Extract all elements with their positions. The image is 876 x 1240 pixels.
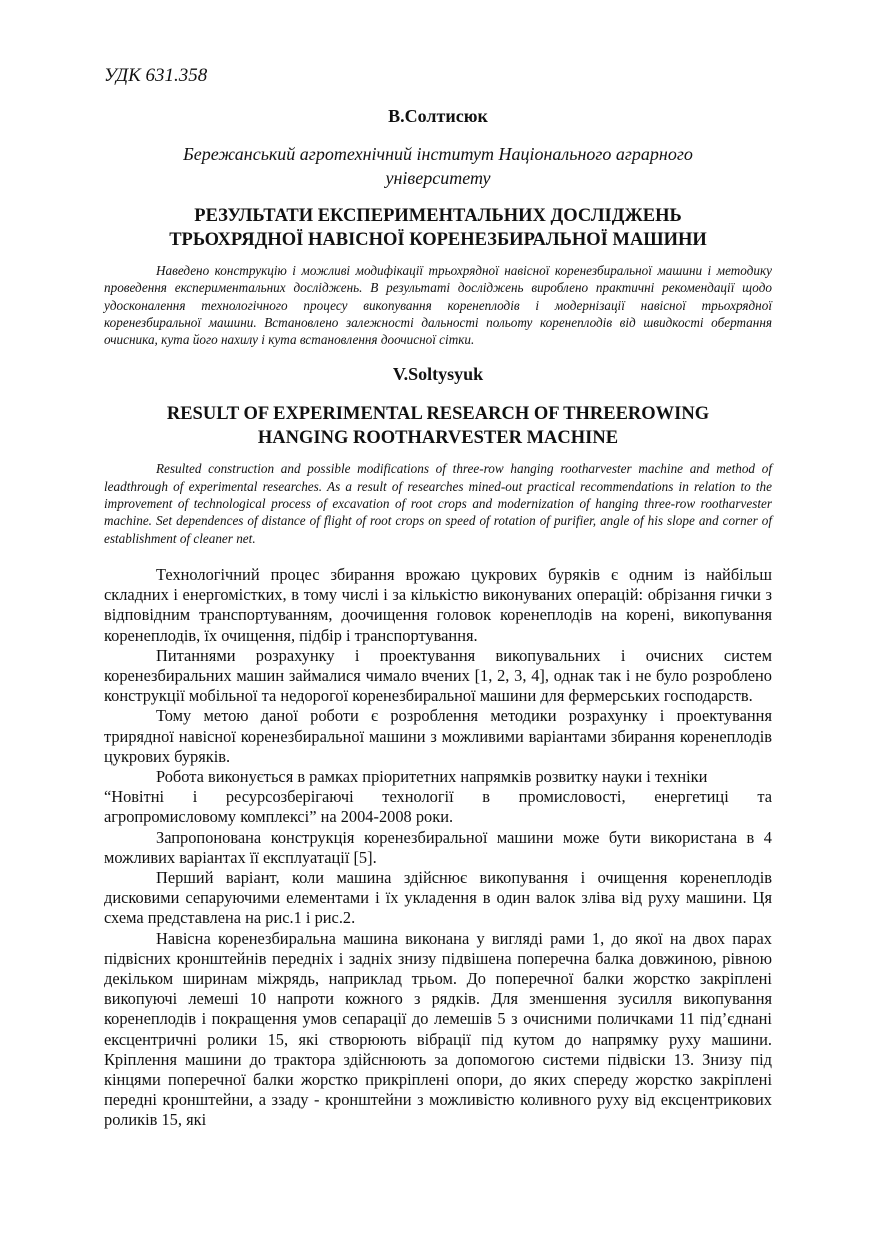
abstract-en-text: Resulted construction and possible modifications of three-row hanging rootharvester machine and method of leadthrough of experimental researches. As a result of researches mined-out practical recommendations in relation to the improvement of technological process of excavation of root crops and modernization of hanging three-row rootharvester machine. Set dependences of distance of flight of root crops on speed of rotation of purifier, angle of his slope and corner of establishment of cleaner net. [104, 461, 772, 546]
affiliation-ua: Бережанський агротехнічний інститут Національного аграрного університету [183, 144, 693, 188]
title-en [104, 402, 772, 450]
body-paragraph-4a: Робота виконується в рамках пріоритетних напрямків розвитку науки і техніки [156, 767, 708, 786]
body-paragraph-6: Перший варіант, коли машина здійснює викопування і очищення коренеплодів дисковими сепаруючими елементами і їх укладення в один валок зліва від руху машини. Ця схема представлена на рис.1 і рис.2. [104, 868, 772, 928]
udk-code: УДК 631.358 [104, 65, 208, 86]
body-text [104, 565, 772, 1131]
author-en: V.Soltysyuk [392, 364, 484, 385]
title-en-line1: RESULT OF EXPERIMENTAL RESEARCH OF THREEROWING [166, 404, 710, 425]
author-ua: В.Солтисюк [388, 106, 488, 126]
body-paragraph-3: Тому метою даної роботи є розроблення методики розрахунку і проектування трирядної навісної коренезбиральної машини з можливими варіантами збирання коренеплодів цукрових буряків. [104, 706, 772, 766]
title-ua [104, 204, 772, 252]
body-paragraph-4-line3: агропромисловому комплексі” на 2004-2008 роки. [104, 807, 454, 827]
abstract-ua-text: Наведено конструкцію і можливі модифікації трьохрядної навісної коренезбиральної машини і методику проведення експериментальних досліджень. В результаті досліджень вироблено практичні рекомендації щодо удосконалення технологічного процесу викопування коренеплодів і модернізації навісної трьохрядної коренезбиральної машини. Встановлено залежності дальності польоту коренеплодів від швидкості обертання очисника, кута його нахилу і кута встановлення доочисної сітки. [104, 263, 772, 348]
title-ua-line2: ТРЬОХРЯДНОЇ НАВІСНОЇ КОРЕНЕЗБИРАЛЬНОЇ МАШИНИ [169, 230, 707, 250]
body-paragraph-4 [104, 767, 772, 787]
abstract-en [104, 460, 772, 546]
body-paragraph-7: Навісна коренезбиральна машина виконана у вигляді рами 1, до якої на двох парах підвісних кронштейнів передніх і задніх знизу підвішена поперечна балка довжиною, рівною декільком ширинам міжрядь, наприклад трьом. До поперечної балки жорстко закріплені викопуючі лемеші 10 напроти кожного з рядків. Для зменшення зусилля викопування коренеплодів і покращення умов сепарації до лемешів 5 з очисними поличками 11 під’єднані ексцентричні ролики 15, які створюють вібрації під кутом до напрямку руху машини. Кріплення машини до трактора здійснюють за допомогою системи підвіски 13. Знизу під кінцями поперечної балки жорстко прикріплені опори, до яких спереду жорстко закріплені передні кронштейни, а ззаду - кронштейни з можливістю коливного руху від ексцентрикових роликів 15, які [104, 928, 772, 1130]
body-paragraph-4-line2: “Новітні і ресурсозберігаючі технології в промисловості, енергетиці та [104, 787, 772, 807]
abstract-ua [104, 262, 772, 348]
body-paragraph-2: Питаннями розрахунку і проектування викопувальних і очисних систем коренезбиральних машин займалися чимало вчених [1, 2, 3, 4], однак так і не було розроблено конструкції мобільної та недорогої коренезбиральної машини для фермерських господарств. [104, 645, 772, 706]
title-en-line2: HANGING ROOTHARVESTER MACHINE [257, 428, 619, 449]
body-paragraph-1: Технологічний процес збирання врожаю цукрових буряків є одним із найбільш складних і енергомістких, в тому числі і за кількістю виконуваних операцій: обрізання гички з відповідним транспортуванням, доочищення головок коренеплодів на корені, викопування коренеплодів, їх очищення, підбір і транспортування. [104, 564, 772, 645]
body-paragraph-5: Запропонована конструкція коренезбиральної машини може бути використана в 4 можливих варіантах її експлуатації [5]. [104, 827, 772, 867]
title-ua-line1: РЕЗУЛЬТАТИ ЕКСПЕРИМЕНТАЛЬНИХ ДОСЛІДЖЕНЬ [194, 206, 682, 226]
